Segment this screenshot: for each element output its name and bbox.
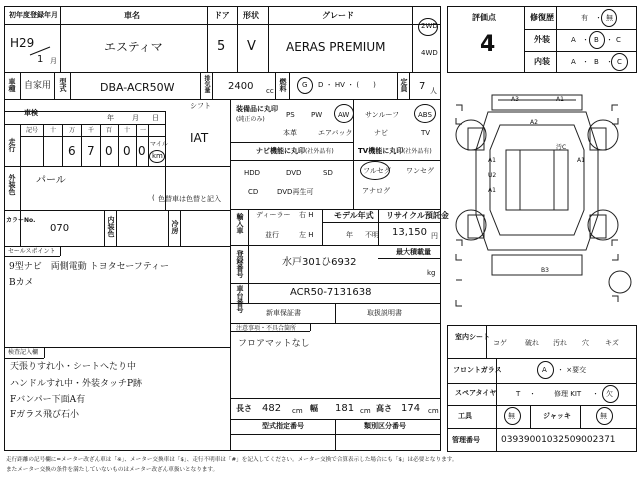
sales-point-line: Bカメ: [9, 278, 34, 288]
reg-month: 1: [37, 54, 44, 65]
tv-sub: (社外品有): [403, 148, 432, 155]
equip-sunroof: サンルーフ: [365, 111, 400, 119]
shift-value: IAT: [190, 131, 209, 145]
inspector-line: Fガラス飛び石小: [10, 410, 79, 420]
footer-note: またメーター交換の条件を満たしていないものはメーター改ざん車扱いとなります。: [6, 467, 219, 473]
damage-mark: A1: [488, 157, 496, 164]
mileage-digit: 7: [87, 144, 95, 158]
damage-mark: B3: [541, 267, 549, 274]
notes-value: フロアマットなし: [238, 339, 310, 349]
model-year-label: モデル年式: [334, 211, 374, 220]
manual-label: 取扱説明書: [367, 309, 402, 317]
door-value: 5: [217, 39, 226, 54]
sheet-item: 破れ: [525, 339, 539, 347]
damage-mark: A3: [511, 96, 519, 103]
inspector-line: Fバンパー下面A有: [10, 395, 86, 405]
color-no-label: カラーNo.: [6, 217, 36, 224]
height-unit: cm: [428, 407, 439, 415]
equip-ps: PS: [286, 111, 295, 119]
equip-navi: ナビ: [374, 129, 388, 137]
import-parallel: 並行: [265, 231, 279, 239]
front-glass-label: フロントガラス: [453, 366, 502, 374]
usage-value: 自家用: [24, 81, 52, 91]
exterior-grade-label: 外装: [534, 35, 550, 44]
mileage-col: 百: [106, 127, 113, 134]
damage-mark: A1: [488, 187, 496, 194]
repair-yes: 有: [581, 14, 588, 22]
exterior-grade-b: B: [594, 36, 599, 44]
sheet-item: 汚れ: [553, 339, 567, 347]
equip-tv: TV: [421, 129, 431, 137]
inspection-month: 月: [132, 114, 139, 122]
import-right: 右 H: [299, 211, 314, 219]
recycle-label: リサイクル預託金: [386, 211, 449, 220]
mileage-col: 千: [88, 127, 95, 134]
interior-sheet-label: 室内シート: [455, 333, 490, 341]
navi-hdd: HDD: [244, 169, 261, 177]
repair-no: 無: [606, 14, 613, 22]
shift-label: シフト: [190, 102, 211, 110]
capacity-label: 定員: [400, 78, 408, 92]
capacity-value: 7: [419, 81, 426, 92]
inspector-line: ハンドルすれ中・外装タッチP跡: [10, 379, 143, 389]
mileage-digit: 0: [105, 144, 113, 158]
interior-grade-b: B: [594, 58, 599, 66]
length-value: 482: [262, 403, 282, 414]
mileage-digit: 0: [138, 144, 146, 158]
equipment-sub: (純正のみ): [236, 116, 265, 123]
sheet-item: コゲ: [493, 339, 507, 347]
mileage-unit-mile: マイル: [150, 141, 168, 148]
import-label: 輸入車: [236, 213, 244, 234]
reg-month-unit: 月: [50, 57, 57, 65]
inspector-label: 検査記入欄: [8, 349, 39, 356]
recycle-unit: 円: [431, 232, 438, 240]
ac-label: 冷房: [171, 220, 179, 234]
mileage-col: 万: [69, 127, 76, 134]
grade-value: AERAS PREMIUM: [286, 40, 386, 54]
repair-label: 修復歴: [530, 13, 554, 22]
displacement-unit: cc: [266, 87, 274, 95]
spare-tire-label: スペアタイヤ: [455, 389, 497, 397]
max-load-label: 最大積載量: [396, 248, 431, 256]
navi-title: ナビ機能に丸印: [256, 147, 305, 155]
mileage-label: 走行: [8, 138, 16, 152]
damage-mark: A1: [577, 157, 585, 164]
front-glass-a: A: [542, 366, 547, 374]
tv-analog: アナログ: [362, 187, 390, 195]
mileage-col: 十: [50, 127, 57, 134]
exterior-color-value: パール: [36, 175, 66, 186]
fuel-label: 燃料: [279, 78, 287, 92]
tool-value: 無: [508, 412, 515, 420]
recycle-value: 13,150: [392, 227, 427, 238]
mileage-digit: 0: [123, 144, 131, 158]
import-left: 左 H: [299, 231, 314, 239]
equip-pw: PW: [311, 111, 323, 119]
sheet-item: 穴: [582, 339, 589, 347]
equip-airbag: エアバック: [318, 129, 353, 137]
car-name: エスティマ: [104, 40, 163, 54]
exterior-grade-c: C: [616, 36, 621, 44]
management-number-value: 03939001032509002371: [501, 435, 616, 445]
auction-sheet: 初年度登録年月 H29 1 月 車名 エスティマ ドア 5 形状 V グレード AERAS PREMIUM 2WD 4WD 評価点 4 修復歴 有 ・ 無 外装 A ・ B ・ C 内装 A ・ B ・ C 車種 自家用 型式 DBA-ACR50W 排気量 2400 cc 燃料 G D ・ HV ・ ( ) 定員 7 人 車検 年 月 日 シフト IAT 走行 記号 十 万 千 百 十 一 6 7 0 0 0 マイル km 外装色 パール ( 色替車は色替と記入 カラーNo. 070 内装色 冷房 装備品に丸印 (純正のみ) PS PW AW サンルーフ ABS 本革 エアバック ナビ TV ナビ機能に丸印 (社外品有) HDD DVD SD CD DVD再生可 TV機能に丸印 (社外品有) フルセグ ワンセグ アナログ 輸入車 ディーラー 並行 右 H 左 H モデル年式 年 不明 リサイクル預託金 13,150 円 登録番号 水戸301ひ6932 最大積載量 kg 車台番号 ACR50-7131638 新車保証書 取扱説明書 注意事項・不具合箇所 フロアマットなし セールスポイント 9型ナビ 両側電動 トヨタセーフティー Bカメ 検査記入欄 天張りすれ小・シートへたり中 ハンドルすれ中・外装タッチP跡 Fバンパー下面A有 Fガラス飛び石小 長さ 482 cm 幅 181 cm 高さ 174 cm 型式指定番号 類別区分番号 A3 A1 A2 A1 U2 A1 A1 B3 汚C 室内シート コゲ 破れ 汚れ 穴 キズ フロントガラス A ・ ×要交 スペアタイヤ T ・ 修理 KIT ・ 欠 工具 無 ジャッキ 無 管理番号 03939001032509002371 走行距離の記号欄に=メーター改ざん車は「※」、メーター交換車は「$」、走行不明車は「#」を記入してください。メーター交換で合算表示した場合にも「$」は必要となります。 またメーター交換の条件を満たしていないものはメーター改ざん車扱いとなります。: [0, 0, 640, 480]
width-value: 181: [335, 403, 355, 414]
navi-cd: CD: [248, 188, 259, 196]
displacement-value: 2400: [228, 81, 254, 92]
model-year-unknown: 不明: [365, 231, 379, 239]
import-dealer: ディーラー: [256, 211, 291, 219]
chassis-label: 車台番号: [236, 285, 244, 313]
score-label: 評価点: [472, 13, 496, 22]
car-diagram: [456, 95, 631, 306]
model-value: DBA-ACR50W: [100, 81, 175, 94]
tv-oneseg: ワンセグ: [406, 167, 434, 175]
spare-none: 欠: [606, 390, 613, 398]
interior-grade-label: 内装: [534, 57, 550, 66]
fuel-g: G: [302, 81, 308, 89]
jack-value: 無: [600, 412, 607, 420]
damage-mark: A2: [530, 119, 538, 126]
equip-leather: 本革: [283, 129, 297, 137]
sales-point-label: セールスポイント: [8, 248, 56, 255]
inspector-line: 天張りすれ小・シートへたり中: [10, 362, 137, 372]
color-no-value: 070: [50, 223, 70, 234]
mileage-col: 一: [140, 127, 147, 134]
height-value: 174: [401, 403, 421, 414]
tool-label: 工具: [458, 412, 472, 420]
warranty-label: 新車保証書: [266, 309, 301, 317]
grade-label: グレード: [322, 11, 354, 20]
interior-grade-c: C: [617, 58, 622, 66]
mileage-digit: 6: [68, 144, 76, 158]
mileage-unit-km: km: [152, 152, 163, 160]
footer-note: 走行距離の記号欄に=メーター改ざん車は「※」、メーター交換車は「$」、走行不明車は「#」を記入してください。メーター交換で合算表示した場合にも「$」は必要となります。: [6, 457, 458, 463]
exterior-color-label: 外装色: [8, 174, 16, 195]
displacement-label: 排気量: [203, 75, 210, 93]
shape-value: V: [247, 39, 256, 54]
shape-label: 形状: [243, 11, 259, 20]
max-load-unit: kg: [427, 269, 436, 277]
fuel-other: D ・ HV ・ ( ): [318, 81, 376, 89]
width-label: 幅: [310, 404, 318, 413]
mileage-col: 十: [124, 127, 131, 134]
mileage-col-symbol: 記号: [26, 127, 39, 134]
score-value: 4: [480, 32, 496, 57]
plate-label: 登録番号: [236, 250, 244, 278]
drive-2wd: 2WD: [421, 22, 438, 30]
front-glass-other: ・ ×要交: [557, 366, 587, 374]
exterior-grade-a: A: [571, 36, 576, 44]
inspection-label: 車検: [24, 109, 38, 117]
height-label: 高さ: [376, 404, 392, 413]
class-number-label: 類別区分番号: [364, 422, 406, 430]
usage-label: 車種: [8, 78, 16, 92]
exterior-color-note: 色替車は色替と記入: [158, 195, 221, 203]
management-number-label: 管理番号: [452, 436, 480, 444]
car-name-label: 車名: [124, 11, 140, 20]
reg-year: H29: [10, 36, 35, 50]
notes-label: 注意事項・不具合箇所: [236, 325, 297, 332]
length-unit: cm: [292, 407, 303, 415]
interior-color-label: 内装色: [107, 216, 115, 237]
capacity-unit: 人: [430, 87, 437, 95]
model-year-year: 年: [346, 231, 353, 239]
jack-label: ジャッキ: [543, 412, 571, 420]
sheet-item: キズ: [605, 339, 619, 347]
length-label: 長さ: [236, 404, 252, 413]
navi-sub: (社外品有): [305, 148, 334, 155]
equipment-title: 装備品に丸印: [236, 105, 278, 113]
chassis-value: ACR50-7131638: [290, 287, 372, 298]
width-unit: cm: [360, 407, 371, 415]
equip-aw: AW: [338, 111, 350, 119]
sales-point-line: 9型ナビ 両側電動 トヨタセーフティー: [9, 262, 170, 272]
equip-abs: ABS: [418, 111, 432, 119]
navi-dvd: DVD: [286, 169, 302, 177]
navi-sd: SD: [323, 169, 333, 177]
inspection-day: 日: [152, 114, 159, 122]
plate-value: 水戸301ひ6932: [282, 257, 357, 268]
reg-year-label: 初年度登録年月: [9, 11, 58, 19]
seat-mark: 汚C: [556, 144, 567, 151]
spare-t: T: [516, 390, 521, 398]
model-label: 型式: [59, 78, 67, 92]
damage-mark: A1: [556, 96, 564, 103]
spare-kit: 修理 KIT: [554, 390, 582, 398]
interior-grade-a: A: [571, 58, 576, 66]
tv-fullseg: フルセグ: [363, 167, 391, 175]
drive-4wd: 4WD: [421, 49, 438, 57]
type-number-label: 型式指定番号: [262, 422, 304, 430]
navi-dvd-play: DVD再生可: [277, 188, 314, 196]
damage-mark: U2: [488, 172, 497, 179]
door-label: ドア: [214, 11, 230, 20]
tv-title: TV機能に丸印: [358, 147, 404, 155]
inspection-year: 年: [107, 114, 114, 122]
